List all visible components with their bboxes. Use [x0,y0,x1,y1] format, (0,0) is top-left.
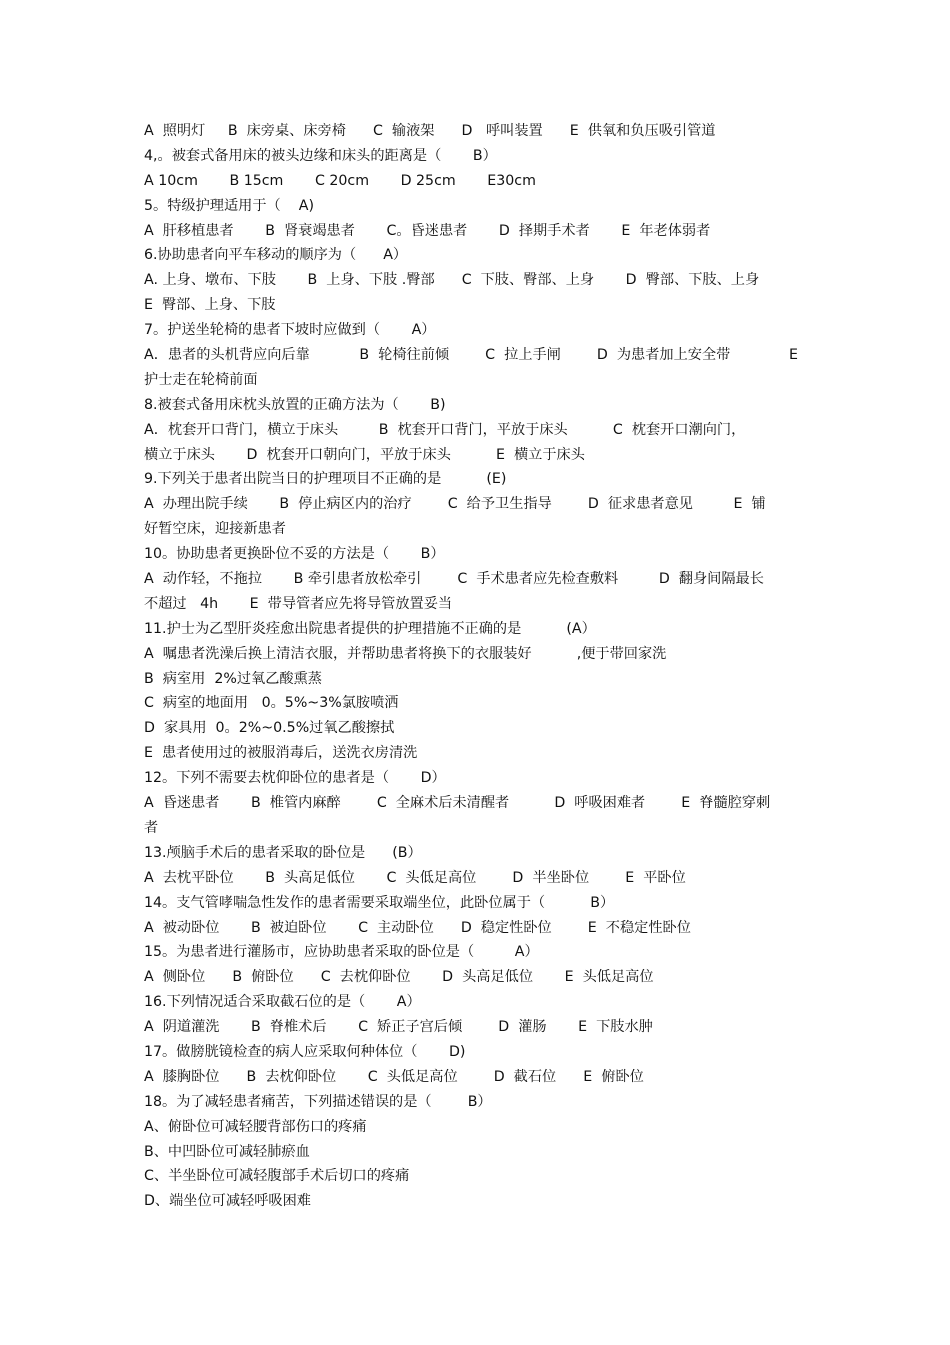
text-line: A、俯卧位可减轻腰背部伤口的疼痛 [144,1118,367,1135]
text-line: A 昏迷患者 B 椎管内麻醉 C 全麻术后未清醒者 D 呼吸困难者 E 脊髓腔穿刺 [144,795,771,812]
text-line: 7。护送坐轮椅的患者下坡时应做到（ A） [144,322,436,339]
text-line: A 10cm B 15cm C 20cm D 25cm E30cm [144,172,536,189]
text-line: 16.下列情况适合采取截石位的是（ A） [144,994,421,1011]
text-line: 不超过 4h E 带导管者应先将导管放置妥当 [144,595,453,612]
text-line: A 膝胸卧位 B 去枕仰卧位 C 头低足高位 D 截石位 E 俯卧位 [144,1068,644,1085]
text-line: 13.颅脑手术后的患者采取的卧位是 (B） [144,844,422,861]
text-line: C 病室的地面用 0。5%~3%氯胺喷洒 [144,695,399,712]
text-line: 18。为了减轻患者痛苦，下列描述错误的是（ B） [144,1093,492,1110]
text-line: 4,。被套式备用床的被头边缘和床头的距离是（ B） [144,147,497,164]
text-line: B 病室用 2%过氧乙酸熏蒸 [144,670,322,687]
text-line: A 照明灯 B 床旁桌、床旁椅 C 输液架 D 呼叫装置 E 供氧和负压吸引管道 [144,123,716,139]
text-line: A 侧卧位 B 俯卧位 C 去枕仰卧位 D 头高足低位 E 头低足高位 [144,969,654,986]
text-line: 8.被套式备用床枕头放置的正确方法为（ B) [144,396,446,413]
text-line: A．患者的头机背应向后靠 B 轮椅往前倾 C 拉上手闸 D 为患者加上安全带 E [144,347,798,364]
text-line: A 嘱患者洗澡后换上清洁衣服，并帮助患者将换下的衣服装好 ,便于带回家洗 [144,645,667,662]
text-line: A 肝移植患者 B 肾衰竭患者 C。昏迷患者 D 择期手术者 E 年老体弱者 [144,222,711,239]
text-line: E 臀部、上身、下肢 [144,297,276,314]
text-line: 横立于床头 D 枕套开口朝向门，平放于床头 E 横立于床头 [144,446,585,463]
text-line: A 动作轻，不拖拉 B 牵引患者放松牵引 C 手术患者应先检查敷料 D 翻身间隔最长 [144,571,764,588]
text-line: 5。特级护理适用于（ A) [144,197,314,214]
text-line: 护士走在轮椅前面 [144,371,258,388]
text-line: A 阴道灌洗 B 脊椎术后 C 矫正子宫后倾 D 灌肠 E 下肢水肿 [144,1019,653,1036]
text-line: 9.下列关于患者出院当日的护理项目不正确的是 (E) [144,471,507,488]
text-line: A．枕套开口背门，横立于床头 B 枕套开口背门，平放于床头 C 枕套开口潮向门， [144,421,746,438]
text-line: 15。为患者进行灌肠市，应协助患者采取的卧位是（ A） [144,944,539,961]
text-line: 6.协助患者向平车移动的顺序为（ A） [144,247,408,264]
text-line: 11.护士为乙型肝炎痊愈出院患者提供的护理措施不正确的是 (A） [144,620,596,637]
text-line: 12。下列不需要去枕仰卧位的患者是（ D） [144,770,446,787]
text-line: 10。协助患者更换卧位不妥的方法是（ B） [144,546,445,563]
text-line: E 患者使用过的被服消毒后，送洗衣房清洗 [144,745,418,762]
text-line: C、半坐卧位可减轻腹部手术后切口的疼痛 [144,1168,410,1185]
text-line: A 被动卧位 B 被迫卧位 C 主动卧位 D 稳定性卧位 E 不稳定性卧位 [144,919,691,936]
text-line: A 办理出院手续 B 停止病区内的治疗 C 给予卫生指导 D 征求患者意见 E 铺 [144,496,766,513]
text-line: 14。支气管哮喘急性发作的患者需要采取端坐位，此卧位属于（ B） [144,894,615,911]
text-line: D、端坐位可减轻呼吸困难 [144,1193,311,1210]
text-line: A 去枕平卧位 B 头高足低位 C 头低足高位 D 半坐卧位 E 平卧位 [144,869,686,886]
text-line: D 家具用 0。2%~0.5%过氧乙酸擦拭 [144,720,395,737]
text-line: 者 [144,819,159,836]
text-line: B、中凹卧位可减轻肺瘀血 [144,1143,310,1160]
text-line: 17。做膀胱镜检查的病人应采取何种体位（ D) [144,1043,466,1060]
text-line: 好暂空床，迎接新患者 [144,521,286,538]
text-line: A. 上身、墩布、下肢 B 上身、下肢 .臀部 C 下肢、臀部、上身 D 臀部、下肢、上身 [144,272,760,289]
question-text-block [144,119,824,1214]
